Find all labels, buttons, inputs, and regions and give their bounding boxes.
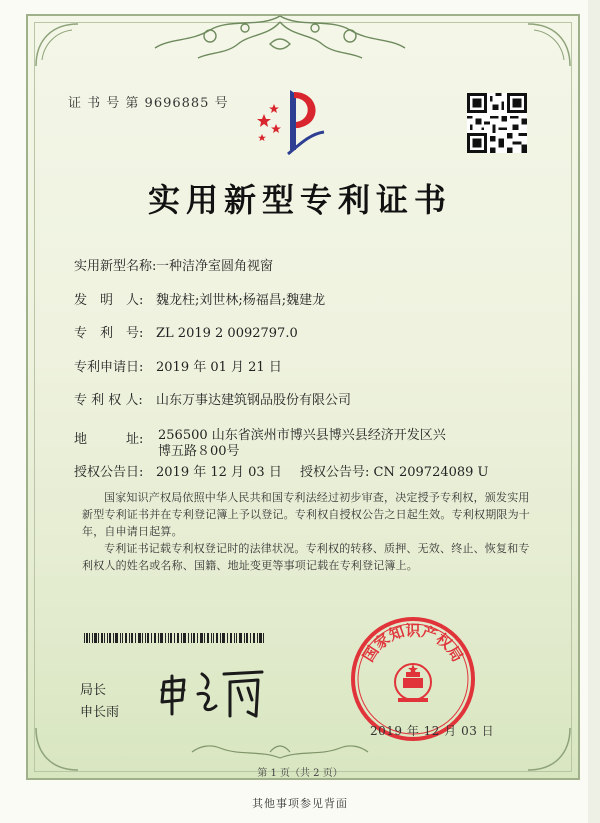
director-title: 局长 xyxy=(80,683,107,698)
seal-text: 国家知识产权局 xyxy=(359,621,467,666)
field-utility-model-name xyxy=(74,255,273,274)
top-ornament-icon xyxy=(150,8,410,68)
field-value: 一种洁净室圆角视窗 xyxy=(156,259,274,274)
field-value: 山东万事达建筑钢品股份有限公司 xyxy=(156,393,352,408)
signature-icon xyxy=(150,656,270,726)
certificate-number-suffix: 号 xyxy=(214,96,229,111)
bottom-ornament-icon xyxy=(190,732,370,762)
seal-date: 2019 年 12 月 03 日 xyxy=(370,724,495,738)
field-patent-number xyxy=(74,322,298,341)
director-name: 申长雨 xyxy=(80,705,120,720)
field-patentee xyxy=(74,389,351,408)
page-edge xyxy=(588,0,600,823)
statement-paragraph: 专利证书记载专利权登记时的法律状况。专利权的转移、质押、无效、终止、恢复和专利权人的姓名或名称、国籍、地址变更等事项记载在专利登记簿上。 xyxy=(82,542,530,572)
certificate-number-label: 证 书 号 第 xyxy=(68,96,140,111)
field-address xyxy=(74,428,156,447)
field-label: 发 明 人: xyxy=(74,293,144,308)
field-label: 授权公告号: xyxy=(300,465,370,480)
field-address-value: 256500 山东省滨州市博兴县博兴县经济开发区兴博五路８00号 xyxy=(158,428,446,459)
field-application-date xyxy=(74,356,282,375)
field-label: 专 利 权 人: xyxy=(74,393,143,408)
qr-code-icon xyxy=(467,93,527,153)
page-number: 第 1 页（共 2 页） xyxy=(257,768,343,779)
barcode-icon xyxy=(84,633,264,643)
field-label: 专 利 号: xyxy=(74,326,144,341)
field-label: 专利申请日: xyxy=(74,360,144,375)
field-value: ZL 2019 2 0092797.0 xyxy=(156,326,298,341)
certificate-number-value: 9696885 xyxy=(144,96,210,111)
field-value: CN 209724089 U xyxy=(373,465,489,480)
field-inventors xyxy=(74,289,325,308)
certificate-title: 实用新型专利证书 xyxy=(147,181,452,219)
certificate-number xyxy=(68,92,229,111)
svg-text:国家知识产权局 xyxy=(359,622,467,665)
corner-ornament-icon xyxy=(524,20,574,70)
corner-ornament-icon xyxy=(32,20,82,70)
field-label: 授权公告日: xyxy=(74,465,144,480)
field-value: 2019 年 01 月 21 日 xyxy=(156,360,282,375)
field-value: 魏龙柱;刘世林;杨福昌;魏建龙 xyxy=(156,293,326,308)
statement-paragraph: 国家知识产权局依照中华人民共和国专利法经过初步审查，决定授予专利权，颁发实用新型专利证书并在专利登记簿上予以登记。专利权自授权公告之日起生效。专利权期限为十年，自申请日起算。 xyxy=(82,491,530,538)
field-value: 2019 年 12 月 03 日 xyxy=(156,465,282,480)
field-announce-date xyxy=(74,461,282,480)
field-label: 实用新型名称: xyxy=(74,259,157,274)
field-announce-number xyxy=(300,461,489,480)
field-label: 地 址: xyxy=(74,432,144,447)
back-note: 其他事项参见背面 xyxy=(252,797,348,810)
patent-office-logo-icon xyxy=(250,84,330,159)
